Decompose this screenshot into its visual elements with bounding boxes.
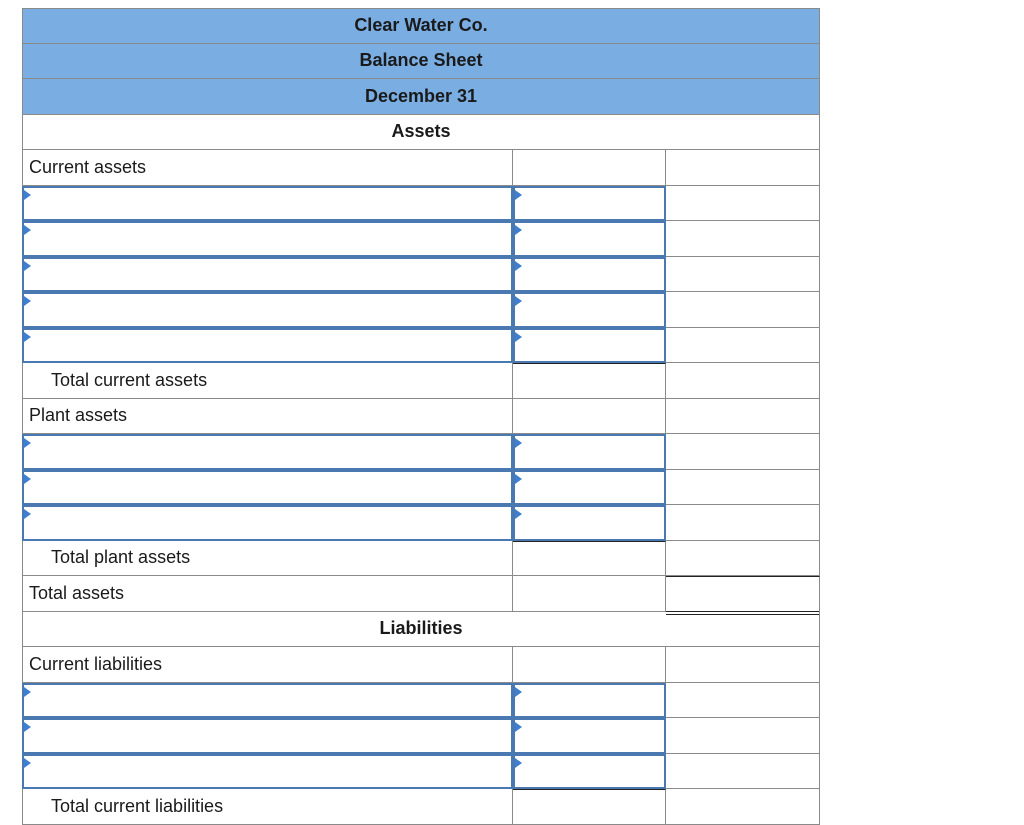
- current-asset-account-dropdown[interactable]: [22, 328, 513, 364]
- dropdown-arrow-icon: [515, 225, 522, 235]
- total-plant-assets-row: [22, 541, 820, 577]
- current-liabilities-label: Current liabilities: [22, 647, 513, 683]
- current-asset-account-dropdown[interactable]: [22, 186, 513, 222]
- statement-title: Balance Sheet: [359, 50, 483, 71]
- current-asset-account-dropdown[interactable]: [22, 257, 513, 293]
- total-cell: [666, 328, 820, 364]
- current-asset-account-dropdown[interactable]: [22, 292, 513, 328]
- amount-cell: [513, 363, 666, 399]
- dropdown-arrow-icon: [24, 509, 31, 519]
- current-asset-amount-input[interactable]: [513, 221, 666, 257]
- total-cell: [666, 434, 820, 470]
- total-assets-label: Total assets: [22, 576, 513, 612]
- current-asset-amount-input[interactable]: [513, 328, 666, 364]
- total-cell: [666, 470, 820, 506]
- amount-cell: [513, 647, 666, 683]
- current-liability-account-dropdown[interactable]: [22, 683, 513, 719]
- liabilities-section-header: [22, 612, 820, 648]
- current-asset-account-dropdown[interactable]: [22, 221, 513, 257]
- dropdown-arrow-icon: [24, 190, 31, 200]
- dropdown-arrow-icon: [24, 687, 31, 697]
- total-cell: [666, 186, 820, 222]
- total-current-liabilities-row: [22, 789, 820, 825]
- dropdown-arrow-icon: [24, 758, 31, 768]
- total-current-assets-row: [22, 363, 820, 399]
- dropdown-arrow-icon: [515, 261, 522, 271]
- dropdown-arrow-icon: [24, 474, 31, 484]
- plant-asset-account-dropdown[interactable]: [22, 470, 513, 506]
- plant-asset-entry-row: [22, 470, 820, 506]
- total-cell: [666, 257, 820, 293]
- current-asset-entry-row: [22, 328, 820, 364]
- current-asset-amount-input[interactable]: [513, 292, 666, 328]
- total-current-liabilities-value: [666, 789, 820, 825]
- total-plant-assets-label: Total plant assets: [22, 541, 513, 577]
- dropdown-arrow-icon: [515, 332, 522, 342]
- current-liability-entry-row: [22, 683, 820, 719]
- amount-cell: [513, 150, 666, 186]
- plant-asset-entry-row: [22, 505, 820, 541]
- assets-section-header: [22, 115, 820, 151]
- liabilities-section-title: Liabilities: [379, 618, 463, 639]
- plant-asset-account-dropdown[interactable]: [22, 505, 513, 541]
- amount-cell: [513, 541, 666, 577]
- current-liability-account-dropdown[interactable]: [22, 754, 513, 790]
- amount-cell: [513, 789, 666, 825]
- total-cell: [666, 221, 820, 257]
- plant-asset-entry-row: [22, 434, 820, 470]
- current-liability-entry-row: [22, 718, 820, 754]
- total-current-assets-value: [666, 363, 820, 399]
- dropdown-arrow-icon: [515, 438, 522, 448]
- current-asset-amount-input[interactable]: [513, 257, 666, 293]
- dropdown-arrow-icon: [515, 190, 522, 200]
- dropdown-arrow-icon: [515, 687, 522, 697]
- current-asset-entry-row: [22, 221, 820, 257]
- company-name: Clear Water Co.: [354, 15, 488, 36]
- dropdown-arrow-icon: [515, 758, 522, 768]
- balance-sheet-table: [22, 8, 820, 825]
- total-current-liabilities-label: Total current liabilities: [22, 789, 513, 825]
- plant-asset-amount-input[interactable]: [513, 434, 666, 470]
- amount-cell: [513, 399, 666, 435]
- current-asset-entry-row: [22, 292, 820, 328]
- dropdown-arrow-icon: [515, 509, 522, 519]
- current-liability-entry-row: [22, 754, 820, 790]
- current-liability-amount-input[interactable]: [513, 683, 666, 719]
- plant-asset-account-dropdown[interactable]: [22, 434, 513, 470]
- dropdown-arrow-icon: [515, 722, 522, 732]
- total-cell: [666, 683, 820, 719]
- amount-cell: [513, 576, 666, 612]
- current-liability-amount-input[interactable]: [513, 754, 666, 790]
- total-cell: [666, 292, 820, 328]
- dropdown-arrow-icon: [515, 296, 522, 306]
- statement-date-header: [22, 79, 820, 115]
- company-name-header: [22, 8, 820, 44]
- plant-assets-label-row: [22, 399, 820, 435]
- plant-asset-amount-input[interactable]: [513, 505, 666, 541]
- dropdown-arrow-icon: [24, 438, 31, 448]
- statement-title-header: [22, 44, 820, 80]
- dropdown-arrow-icon: [24, 296, 31, 306]
- dropdown-arrow-icon: [24, 332, 31, 342]
- total-cell: [666, 399, 820, 435]
- current-asset-amount-input[interactable]: [513, 186, 666, 222]
- total-plant-assets-value: [666, 541, 820, 577]
- plant-asset-amount-input[interactable]: [513, 470, 666, 506]
- dropdown-arrow-icon: [24, 225, 31, 235]
- plant-assets-label: Plant assets: [22, 399, 513, 435]
- total-cell: [666, 754, 820, 790]
- assets-section-title: Assets: [391, 121, 451, 142]
- total-cell: [666, 647, 820, 683]
- current-liability-amount-input[interactable]: [513, 718, 666, 754]
- total-assets-row: [22, 576, 820, 612]
- total-cell: [666, 150, 820, 186]
- dropdown-arrow-icon: [515, 474, 522, 484]
- current-liabilities-label-row: [22, 647, 820, 683]
- statement-date: December 31: [364, 85, 478, 106]
- current-asset-entry-row: [22, 186, 820, 222]
- total-assets-value: [666, 576, 820, 612]
- dropdown-arrow-icon: [24, 722, 31, 732]
- total-cell: [666, 718, 820, 754]
- current-asset-entry-row: [22, 257, 820, 293]
- total-cell: [666, 505, 820, 541]
- current-assets-label-row: [22, 150, 820, 186]
- current-assets-label: Current assets: [22, 150, 513, 186]
- current-liability-account-dropdown[interactable]: [22, 718, 513, 754]
- dropdown-arrow-icon: [24, 261, 31, 271]
- total-current-assets-label: Total current assets: [22, 363, 513, 399]
